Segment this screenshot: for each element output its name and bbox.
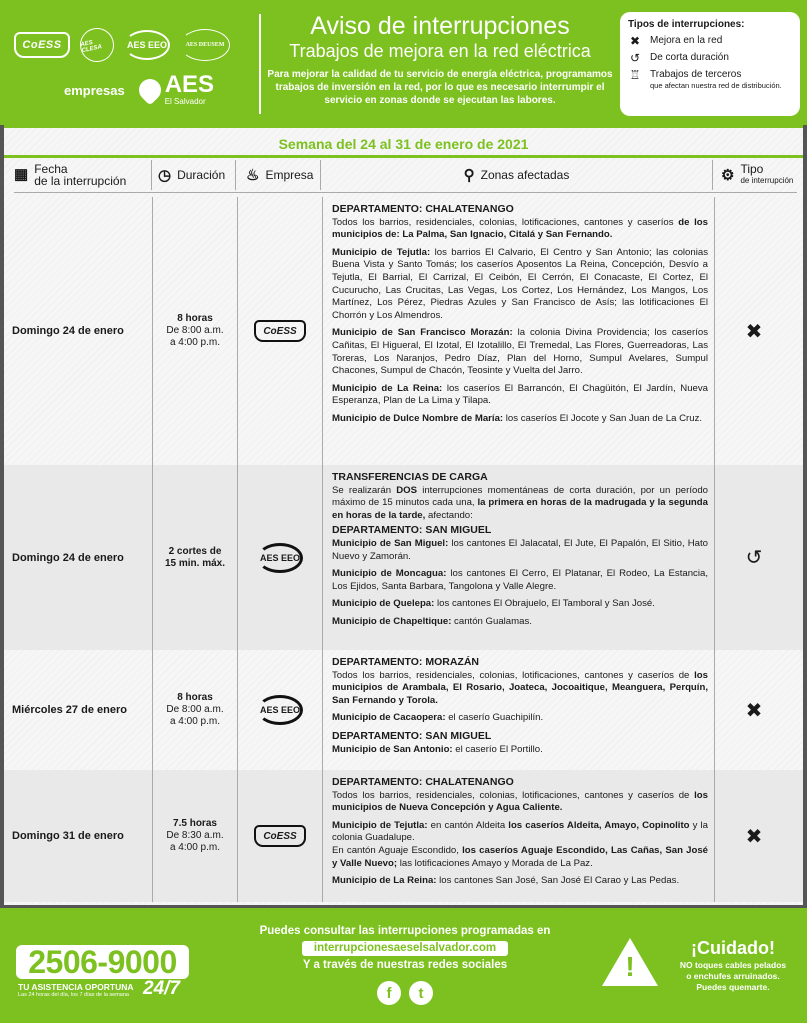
row-duration	[152, 650, 237, 770]
assist-label	[18, 982, 134, 998]
empresas-label: empresas	[64, 82, 125, 98]
clesa-logo: AES CLESA	[77, 25, 117, 65]
municipio-text: la colonia Divina Providencia; los caseríos Cañitas, El Higueral, El Izotal, El Izotalillo, El Tremedal, Las Flores, Guerreadoras, Las Toreras, Los Naranjos, Pedro Díaz, Plan del Horno, Sumpul Avelares, Sumpul Chacones, Sumpul de Chacón, Teosinte y Vuelta del Jarro.	[332, 327, 708, 377]
column-zonas-label: Zonas afectadas	[480, 168, 570, 182]
row-company	[237, 650, 322, 770]
department-heading: DEPARTAMENTO: CHALATENANGO	[332, 776, 514, 788]
coess-logo: CoESS	[14, 32, 70, 58]
row-zones	[322, 770, 714, 902]
row-type	[714, 197, 793, 465]
short-outage-icon: ↺	[629, 51, 641, 65]
municipio-text: En cantón Aguaje Escondido,	[332, 844, 463, 856]
row-zones	[322, 465, 714, 650]
zones-text: Todos los barrios, residenciales, colonias, lotificaciones, cantones y caseríos de	[332, 789, 695, 801]
legend-item-terceros	[628, 69, 792, 90]
municipio-text: los cantones El Obrajuelo, El Tamboral y San José.	[434, 598, 655, 610]
municipio-text: las lotificaciones Amayo y Morada de La Paz.	[397, 857, 593, 869]
week-label: Semana del 24 al 31 de enero de 2021	[4, 125, 803, 158]
duration-start: De 8:30 a.m.	[166, 830, 224, 841]
lightbulb-icon: ♨	[246, 167, 260, 184]
row-company	[237, 465, 322, 650]
municipio-text: el caserío Guachipilín.	[445, 712, 544, 724]
row-zones	[322, 197, 714, 465]
type-icon: ⚙	[721, 166, 735, 184]
department-heading: DEPARTAMENTO: CHALATENANGO	[332, 203, 514, 215]
row-company	[237, 770, 322, 902]
calendar-icon: ▦	[14, 166, 29, 183]
zones-text: Todos los barrios, residenciales, colonias, lotificaciones, cantones y caseríos	[332, 216, 679, 228]
consult-block	[240, 924, 570, 1005]
zones-text: Se realizarán	[332, 484, 397, 496]
row-duration	[152, 770, 237, 902]
header-separator	[14, 192, 797, 193]
company-logos	[14, 28, 254, 118]
municipio-name: Municipio de San Miguel:	[332, 537, 449, 549]
row-zones	[322, 650, 714, 770]
footer	[0, 905, 807, 1023]
exclamation-icon: !	[625, 951, 635, 982]
social-text: Y a través de nuestras redes sociales	[302, 959, 508, 971]
duration-end: a 4:00 p.m.	[169, 716, 220, 727]
municipio-text: en cantón Aldeita	[427, 819, 509, 831]
municipio-name: Municipio de San Antonio:	[332, 743, 453, 755]
zones-bold: los municipios de Nueva Concepción y Agua Caliente.	[332, 789, 708, 814]
website-link[interactable]: interrupcionesaeselsalvador.com	[302, 941, 508, 956]
header	[0, 0, 807, 125]
map-pin-icon: ⚲	[463, 167, 475, 184]
short-outage-icon: ↺	[745, 547, 763, 569]
tools-icon: ✖	[745, 320, 763, 343]
table-row	[4, 770, 803, 902]
zones-bold: los caseríos Aldeita, Amayo, Copinolito	[508, 819, 690, 831]
row-date: Domingo 24 de enero	[12, 325, 124, 337]
row-date: Domingo 31 de enero	[12, 830, 124, 842]
eeo-logo: AES EEO	[124, 30, 170, 60]
deusem-logo: AES DEUSEM	[180, 29, 230, 61]
phone-number[interactable]: 2506-9000	[16, 945, 189, 979]
assist-title: TU ASISTENCIA OPORTUNA	[18, 982, 134, 992]
municipio-name: Municipio de Quelepa:	[332, 598, 435, 610]
column-tipo-sublabel: de interrupción	[740, 176, 794, 185]
eeo-logo: AES EEO	[257, 543, 303, 573]
municipio-name: Municipio de Tejutla:	[332, 246, 431, 258]
row-company	[237, 197, 322, 465]
duration-start: De 8:00 a.m.	[166, 704, 224, 715]
column-empresa	[236, 160, 321, 190]
municipio-text: y la colonia Guadalupe.	[332, 819, 708, 844]
column-zonas	[321, 160, 713, 190]
municipio-text: los cantones San José, San José El Carao y Las Pedas.	[436, 875, 680, 887]
duration-main: 8 horas	[177, 313, 213, 324]
municipio-text: cantón Gualamas.	[451, 615, 532, 627]
assist-subtitle: Las 24 horas del día, los 7 días de la semana	[18, 992, 129, 998]
department-heading: DEPARTAMENTO: SAN MIGUEL	[332, 524, 492, 537]
legend-label: De corta duración	[650, 52, 729, 63]
twitter-icon[interactable]: t	[409, 981, 433, 1005]
zones-bold: de los municipios de: La Palma, San Ignacio, Citalá y San Fernando.	[332, 216, 708, 241]
eeo-logo: AES EEO	[257, 695, 303, 725]
column-empresa-label: Empresa	[265, 168, 314, 182]
duration-end: a 4:00 p.m.	[169, 337, 220, 348]
column-fecha-sublabel: de la interrupción	[34, 174, 127, 188]
row-date: Domingo 24 de enero	[12, 551, 124, 564]
municipio-text: los cantones El Cerro, El Platanar, El Rodeo, La Estancia, Los Ejidos, Santa Barbara, Tangolona y Valle Alegre.	[332, 568, 708, 592]
coess-logo: CoESS	[254, 825, 306, 847]
facebook-icon[interactable]: f	[377, 981, 401, 1005]
power-tower-icon: ♖	[629, 68, 641, 82]
page-description: Para mejorar la calidad de tu servicio de energía eléctrica, programamos trabajos de inversión en la red, por lo que es necesario interrumpir el servicio en zonas donde se ejecutan las labores.	[267, 69, 613, 106]
table-header	[4, 158, 803, 192]
column-fecha	[4, 160, 152, 190]
column-tipo	[713, 160, 799, 190]
municipio-name: Municipio de Tejutla:	[332, 819, 428, 831]
duration-end: a 4:00 p.m.	[169, 842, 220, 853]
municipio-name: Municipio de Dulce Nombre de María:	[332, 412, 504, 424]
column-tipo-label: Tipo	[740, 162, 764, 176]
duration-main: 7.5 horas	[173, 818, 217, 829]
tools-icon: ✖	[745, 825, 763, 848]
department-heading: DEPARTAMENTO: MORAZÁN	[332, 656, 479, 668]
legend-title: Tipos de interrupciones:	[628, 19, 745, 30]
clock-icon: ◷	[158, 167, 172, 184]
row-date: Miércoles 27 de enero	[12, 704, 127, 716]
aes-drop-icon	[134, 74, 165, 105]
tools-icon: ✖	[629, 34, 641, 48]
tools-icon: ✖	[745, 699, 763, 722]
municipio-name: Municipio de Moncagua:	[332, 568, 447, 580]
header-divider	[259, 14, 261, 114]
duration-main: 8 horas	[177, 692, 213, 703]
warning-title: ¡Cuidado!	[691, 938, 775, 958]
warning-block	[668, 938, 798, 993]
zones-text: interrupciones momentáneas de corta duración, por un período máximo de 15 minutos cada una,	[332, 484, 708, 509]
row-duration	[152, 197, 237, 465]
legend-item-mejora	[628, 35, 792, 47]
municipio-name: Municipio de Chapeltique:	[332, 615, 452, 627]
row-type	[714, 770, 793, 902]
aes-brand: AES	[164, 71, 215, 98]
legend-label: Mejora en la red	[650, 35, 723, 46]
legend-note: que afectan nuestra red de distribución.	[650, 81, 782, 90]
transfer-heading: TRANSFERENCIAS DE CARGA	[332, 471, 488, 483]
label-24-7: 24/7	[143, 978, 180, 999]
duration-main: 2 cortes de	[168, 545, 222, 557]
table-row	[4, 197, 803, 465]
municipio-text: los barrios El Calvario, El Centro y San Antonio; las colonias Buena Vista y Santo Tomás; los caseríos Aposentos La Reina, Concepción, Desvío a Tejutla, El Barrial, El Carrizal, El Ceibón, El Cerrón, El Conacaste, El Cortez, El Cucurucho, Las Crucitas, Las Vegas, Los Cortez, Los Hernández, Los Mangos, Los Martínez, Los Pérez, Piedras Azules y San Francisco de Asís; las lotificaciones El Chorrón y Los Almendros.	[332, 246, 708, 321]
aes-country: El Salvador	[164, 97, 206, 106]
zones-text: afectando:	[425, 509, 473, 521]
municipio-text: el caserío El Portillo.	[452, 743, 543, 755]
title-block	[262, 12, 618, 107]
row-type	[714, 650, 793, 770]
zones-bold: los municipios de Arambala, El Rosario, Joateca, Jocoaitique, Meanguera, Perquín, San Fernando y Torola.	[332, 669, 708, 706]
consult-text: Puedes consultar las interrupciones programadas en	[259, 925, 551, 937]
municipio-name: Municipio de La Reina:	[332, 382, 443, 394]
duration-detail: 15 min. máx.	[164, 557, 226, 569]
warning-line: Puedes quemarte.	[696, 982, 770, 992]
municipio-text: los caseríos El Barrancón, El Chagüitón, El Jardín, Nueva Esperanza, Plan de La Lima y Tilapa.	[332, 382, 708, 407]
interruptions-table	[0, 125, 807, 905]
column-fecha-label: Fecha	[34, 162, 68, 176]
page-subtitle: Trabajos de mejora en la red eléctrica	[289, 41, 591, 61]
duration-start: De 8:00 a.m.	[166, 325, 224, 336]
warning-line: NO toques cables pelados	[679, 960, 787, 970]
column-duracion-label: Duración	[177, 168, 226, 182]
legend-label: Trabajos de terceros	[650, 69, 742, 80]
row-type	[714, 465, 793, 650]
interruption-types-legend	[620, 12, 800, 116]
municipio-text: los caseríos El Jocote y San Juan de La Cruz.	[503, 412, 703, 424]
municipio-name: Municipio de Cacaopera:	[332, 712, 446, 724]
municipio-text: los cantones El Jalacatal, El Jute, El Papalón, El Sitio, Hato Nuevo y Zamorán.	[332, 537, 708, 562]
zones-bold: los caseríos Aguaje Escondido, Las Cañas, San José y Valle Nuevo;	[332, 844, 709, 869]
municipio-name: Municipio de La Reina:	[332, 875, 437, 887]
aes-logo	[139, 71, 215, 106]
zones-bold: DOS	[396, 484, 418, 496]
page-title: Aviso de interrupciones	[310, 12, 570, 40]
department-heading: DEPARTAMENTO: SAN MIGUEL	[332, 729, 492, 742]
table-row	[4, 465, 803, 650]
coess-logo: CoESS	[254, 320, 306, 342]
column-duracion	[152, 160, 236, 190]
zones-bold: la primera en horas de la madrugada y la segunda en horas de la tarde,	[332, 497, 708, 521]
row-duration	[152, 465, 237, 650]
warning-line: o enchufes arruinados.	[686, 971, 780, 981]
legend-item-corta	[628, 52, 792, 64]
zones-text: Todos los barrios, residenciales, colonias, lotificaciones, cantones y caseríos de	[332, 669, 695, 681]
table-row	[4, 650, 803, 770]
municipio-name: Municipio de San Francisco Morazán:	[332, 327, 513, 339]
